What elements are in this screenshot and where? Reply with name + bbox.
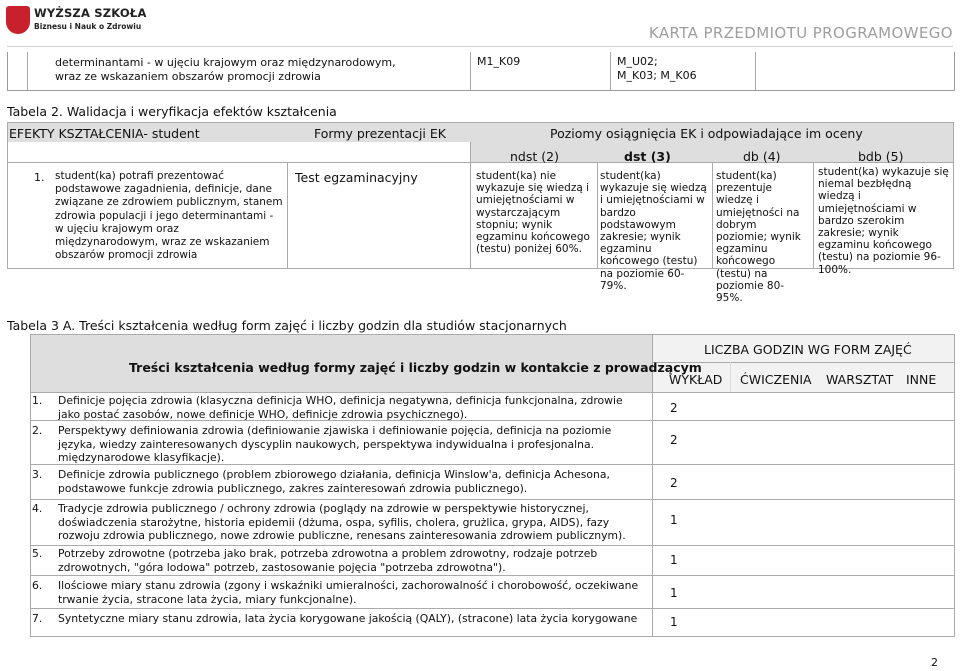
top-row-code1: M1_K09 xyxy=(477,55,521,68)
content-row-7-num: 7. xyxy=(32,612,43,625)
table2-col-effects: EFEKTY KSZTAŁCENIA- student xyxy=(9,126,200,141)
school-logo xyxy=(6,6,147,36)
content-row-2-num: 2. xyxy=(32,424,43,437)
shield-icon xyxy=(6,6,30,34)
logo-line2: Biznesu i Nauk o Zdrowiu xyxy=(34,22,142,31)
content-row-1-lecture: 2 xyxy=(670,401,678,415)
grade-desc-ndst: student(ka) nie wykazuje się wiedzą i umiejętnościami w wystarczającym stopniu; wynik egzaminu końcowego (testu) poniżej 60%. xyxy=(476,170,590,256)
logo-line1: WYŻSZA SZKOŁA xyxy=(34,6,147,20)
content-row-4-lecture: 1 xyxy=(670,513,678,527)
grade-desc-bdb: student(ka) wykazuje się niemal bezbłędną wiedzą i umiejętnościami w bardzo szerokim zakresie; wynik egzaminu końcowego (testu) na poziomie 96-100%. xyxy=(818,166,949,276)
table2-col-levels: Poziomy osiągnięcia EK i odpowiadające im oceny xyxy=(550,126,863,141)
content-row-7-text: Syntetyczne miary stanu zdrowia, lata życia korygowane jakością (QALY), (stracone) lata życia korygowane xyxy=(58,612,638,625)
table3-caption: Tabela 3 A. Treści kształcenia według form zajęć i liczby godzin dla studiów stacjonarnych xyxy=(7,318,567,333)
table3-main-header: Treści kształcenia według formy zajęć i liczby godzin w kontakcie z prowadzącym xyxy=(129,360,702,375)
table3-hours-header: LICZBA GODZIN WG FORM ZAJĘĆ xyxy=(704,342,912,357)
content-row-3-lecture: 2 xyxy=(670,476,678,490)
content-row-1-num: 1. xyxy=(32,394,43,407)
content-row-5-lecture: 1 xyxy=(670,553,678,567)
table3 xyxy=(30,334,954,636)
content-row-2-lecture: 2 xyxy=(670,433,678,447)
content-row-6-num: 6. xyxy=(32,579,43,592)
hours-col-exercises: ĆWICZENIA xyxy=(740,372,812,387)
document-title: KARTA PRZEDMIOTU PROGRAMOWEGO xyxy=(648,24,953,42)
content-row-6-lecture: 1 xyxy=(670,586,678,600)
table2 xyxy=(7,122,953,305)
grade-desc-dst: student(ka) wykazuje się wiedzą i umiejętnościami w bardzo podstawowym zakresie; wynik egzaminu końcowego (testu) na poziomie 60-79%. xyxy=(600,170,707,292)
grade-ndst: ndst (2) xyxy=(510,149,559,164)
table2-row-num: 1. xyxy=(34,171,45,184)
table2-row-effect: student(ka) potrafi prezentować podstawowe zagadnienia, definicje, dane związane ze zdrowiem publicznym, stanem zdrowia populacji i jego determinantami - w ujęciu krajowym oraz międzynarodowym, wraz ze wskazaniem obszarów promocji zdrowia xyxy=(55,170,283,262)
hours-col-workshop: WARSZTAT xyxy=(826,372,894,387)
top-row-code2-line2: M_K03; M_K06 xyxy=(617,69,697,82)
page-number: 2 xyxy=(931,656,938,669)
header-divider xyxy=(7,46,953,47)
table2-col-forms: Formy prezentacji EK xyxy=(314,126,446,141)
grade-db: db (4) xyxy=(743,149,781,164)
content-row-1-text: Definicje pojęcia zdrowia (klasyczna definicja WHO, definicja negatywna, definicja funkcjonalna, zdrowie jako postać zasobów, nowe definicje WHO, definicje zdrowia psychicznego). xyxy=(58,394,623,421)
top-row-code2-line1: M_U02; xyxy=(617,55,658,68)
content-row-4-num: 4. xyxy=(32,502,43,515)
hours-col-other: INNE xyxy=(906,372,937,387)
content-row-2-text: Perspektywy definiowania zdrowia (definiowanie zjawiska i definiowanie pojęcia, definicja na poziomie języka, wiedzy zainteresowanych dyscyplin naukowych, perspektywa indywidualna i profesjonalna. międzynarodowe klasyfikacje). xyxy=(58,424,612,464)
table2-caption: Tabela 2. Walidacja i weryfikacja efektów kształcenia xyxy=(7,104,337,119)
content-row-6-text: Ilościowe miary stanu zdrowia (zgony i wskaźniki umieralności, zachorowalność i chorobowość, oczekiwane trwanie życia, stracone lata życia, miary funkcjonalne). xyxy=(58,579,639,606)
hours-col-lecture: WYKŁAD xyxy=(669,372,723,387)
content-row-5-text: Potrzeby zdrowotne (potrzeba jako brak, potrzeba zdrowotna a problem zdrowotny, rodzaje potrzeb zdrowotnych, "góra lodowa" potrzeb, zastosowanie pojęcia "potrzeba zdrowotna"). xyxy=(58,547,598,574)
top-row-description: determinantami - w ujęciu krajowym oraz międzynarodowym, wraz ze wskazaniem obszarów promocji zdrowia xyxy=(55,56,396,83)
content-row-3-num: 3. xyxy=(32,468,43,481)
content-row-5-num: 5. xyxy=(32,547,43,560)
table2-row-form: Test egzaminacyjny xyxy=(295,170,418,185)
content-row-3-text: Definicje zdrowia publicznego (problem zbiorowego działania, definicja Winslow'a, definicja Achesona, podstawowe funkcje zdrowia publicznego, zakres zainteresowań zdrowia publicznego). xyxy=(58,468,610,495)
content-row-4-text: Tradycje zdrowia publicznego / ochrony zdrowia (poglądy na zdrowie w perspektywie historycznej, doświadczenia starożytne, historia epidemii (dżuma, ospa, syfilis, cholera, grużlica, grypa, AIDS), fazy rozwoju zdrowia publicznego, nowe zdrowie publiczne, renesans zainteresowania zdrowiem publicznym). xyxy=(58,502,626,542)
grade-bdb: bdb (5) xyxy=(858,149,904,164)
grade-desc-db: student(ka) prezentuje wiedzę i umiejętności na dobrym poziomie; wynik egzaminu końcowego (testu) na poziomie 80-95%. xyxy=(716,170,801,305)
content-row-7-lecture: 1 xyxy=(670,615,678,629)
top-row xyxy=(7,52,953,90)
grade-dst: dst (3) xyxy=(624,149,671,164)
